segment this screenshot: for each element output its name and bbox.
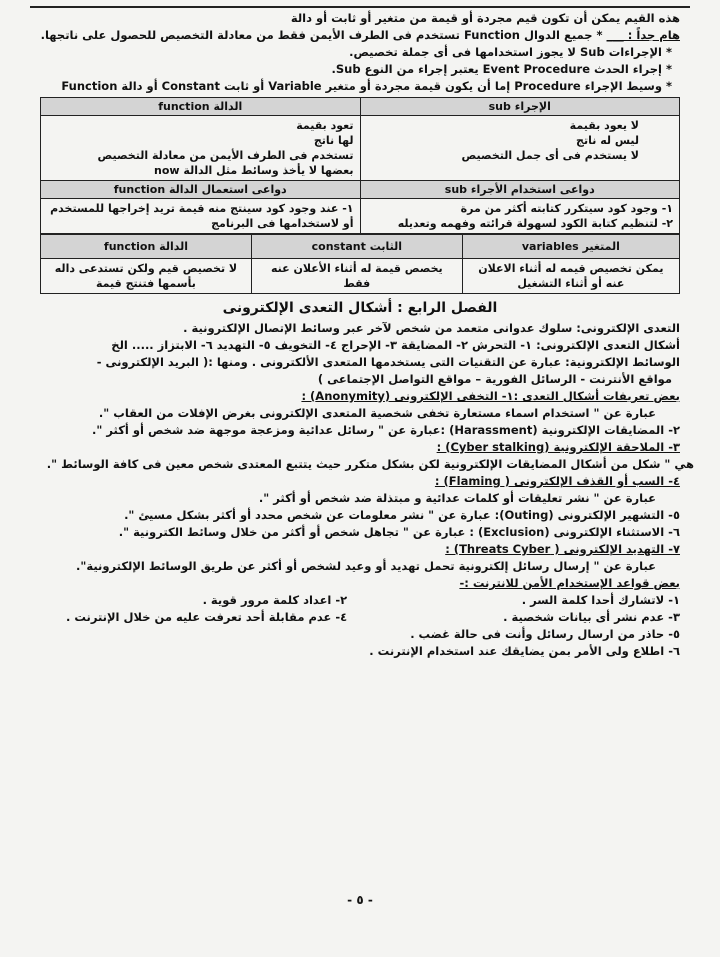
sub-prop: ليس له ناتج [576, 134, 639, 147]
function-text: لا تخصيص قيم ولكن تستدعى داله بأسمها فتنتج قيمة [41, 259, 252, 294]
harassment-text: ٢- المضايقات الإلكترونية (Harassment) :عبارة عن " رسائل عدائية ومزعجة موجهة ضد شخص أو أكثر ". [92, 423, 680, 437]
sub-prop: لا يعود بقيمة [569, 119, 639, 132]
var-const-func-table [40, 234, 680, 294]
stalking-title: ٣- الملاحقة الإلكترونية (Cyber stalking) : [436, 440, 680, 454]
function-header: الدالة function [41, 98, 361, 116]
important-label: هام جداً : ___ [606, 28, 680, 42]
chapter-title: الفصل الرابع : أشكال التعدى الإلكترونى [222, 300, 498, 316]
rules-row [40, 592, 680, 609]
rule-item: ١- لاتشارك أحدا كلمة السر . [521, 593, 680, 607]
threats-title: ٧- التهديد الإلكترونى ( Threats Cyber) : [445, 542, 680, 556]
sub-vs-function-table [40, 97, 680, 234]
bullet-args: * وسيط الإجراء Procedure إما أن يكون قيمة مجردة أو متغير Variable أو ثابت Constant أو دالة Function [61, 79, 672, 93]
flaming-text: عبارة عن " نشر تعليقات أو كلمات عدائية و مبتذلة ضد شخص أو أكثر ". [258, 491, 656, 505]
exclusion-text: ٦- الاستثناء الإلكترونى (Exclusion) : عبارة عن " تجاهل شخص أو أكثر من خلال وسائط الكترونية ". [118, 525, 680, 539]
func-uses-header: دواعى استعمال الدالة function [41, 181, 361, 199]
rule-item: ٥- حاذر من ارسال رسائل وأنت فى حالة غضب . [410, 627, 680, 641]
anonymity-text: عبارة عن " استخدام اسماء مستعارة تخفى شخصية المتعدى الإلكترونى بغرض الإفلات من العقاب ". [98, 406, 656, 420]
sub-use: ٢- لتنظيم كتابة الكود لسهولة قرائته وفهمه وتعديله [397, 217, 673, 230]
forms-list: أشكال التعدى الإلكترونى: ١- التحرش ٢- المضايقة ٣- الإحراج ٤- التخويف ٥- التهديد ٦- الابتزاز ..... الخ [111, 338, 680, 352]
threats-text: عبارة عن " إرسال رسائل إلكترونية تحمل تهديد أو وعيد لشخص أو أكثر عن طريق الوسائط الإلكترونية". [75, 559, 656, 573]
sub-prop: لا يستخدم فى أى جمل التخصيص [461, 149, 639, 162]
sub-use: ١- وجود كود سيتكرر كتابته أكثر من مرة [460, 202, 673, 215]
func-uses-cell [41, 199, 361, 234]
important-text: * جميع الدوال Function تستخدم فى الطرف الأيمن فقط من معادلة التخصيص للحصول على ناتجها. [40, 28, 603, 42]
func-props-cell [41, 116, 361, 181]
top-rule [30, 6, 690, 8]
sub-uses-header: دواعى استخدام الأجراء sub [360, 181, 680, 199]
rule-item: ٤- عدم مقابلة أحد تعرفت عليه من خلال الإنترنت . [65, 610, 348, 624]
func-prop: تعود بقيمة [296, 119, 354, 132]
rule-item: ٦- اطلاع ولى الأمر بمن يضايقك عند استخدام الإنترنت . [369, 644, 680, 658]
func-use: ١- عند وجود كود سينتج منه قيمة تريد إخراجها للمستخدم أو لاستخدامها فى البرنامج [50, 202, 354, 230]
sub-props-cell [360, 116, 680, 181]
important-note [40, 27, 680, 44]
intro-line: هذه القيم يمكن أن تكون قيم مجردة أو قيمة من متغير أو ثابت أو دالة [290, 11, 680, 25]
func-prop: لها ناتج [313, 134, 354, 147]
rules-row [40, 609, 680, 626]
sub-uses-cell [360, 199, 680, 234]
func-prop: تستخدم فى الطرف الأيمن من معادلة التخصيص [97, 149, 354, 162]
media-definition: الوسائط الإلكترونية: عبارة عن التقنيات التى يستخدمها المتعدى الألكترونى . ومنها :( البريد الإلكترونى - [96, 355, 680, 369]
outing-text: ٥- التشهير الإلكترونى (Outing): عبارة عن " نشر معلومات عن شخص محدد أو أكثر بشكل مسيئ ". [124, 508, 680, 522]
rule-item: ٣- عدم نشر أى بيانات شخصية . [503, 610, 680, 624]
rule-item: ٢- اعداد كلمة مرور قوية . [202, 593, 348, 607]
definitions-intro: بعض تعريفات أشكال التعدى :١- التخفى الإلكترونى (Anonymity) : [301, 389, 680, 403]
variables-text: يمكن تخصيص قيمه له أثناء الاعلان عنه أو أثناء التشغيل [462, 259, 679, 294]
bullet-sub: * الإجراءات Sub لا يجوز استخدامها فى أى جملة تخصيص. [349, 45, 672, 59]
func-prop: بعضها لا يأخذ وسائط مثل الدالة now [154, 164, 354, 177]
rules-title: بعض قواعد الإستخدام الأمن للانترنت :- [459, 576, 680, 590]
constant-header: الثابت constant [251, 235, 462, 259]
bullet-event: * إجراء الحدث Event Procedure يعتبر إجراء من النوع Sub. [331, 62, 672, 76]
media-examples: مواقع الأنترنت - الرسائل الفورية – مواقع التواصل الإجتماعى ) [317, 372, 672, 386]
flaming-title: ٤- السب أو القذف الإلكترونى ( Flaming) : [434, 474, 680, 488]
cyber-definition: التعدى الإلكترونى: سلوك عدوانى متعمد من شخص لآخر عبر وسائط الإتصال الإلكترونية . [183, 321, 680, 335]
function-col-header: الدالة function [41, 235, 252, 259]
constant-text: يخصص قيمة له أثناء الأعلان عنه فقط [251, 259, 462, 294]
page-number: - ٥ - [347, 893, 373, 907]
stalking-text: هي " شكل من أشكال المضايقات الإلكترونية لكن بشكل متكرر حيث يتتبع المعتدى شخص معين فى كافة الوسائط ". [46, 457, 694, 471]
sub-header: الإجراء sub [360, 98, 680, 116]
variables-header: المتغير variables [462, 235, 679, 259]
